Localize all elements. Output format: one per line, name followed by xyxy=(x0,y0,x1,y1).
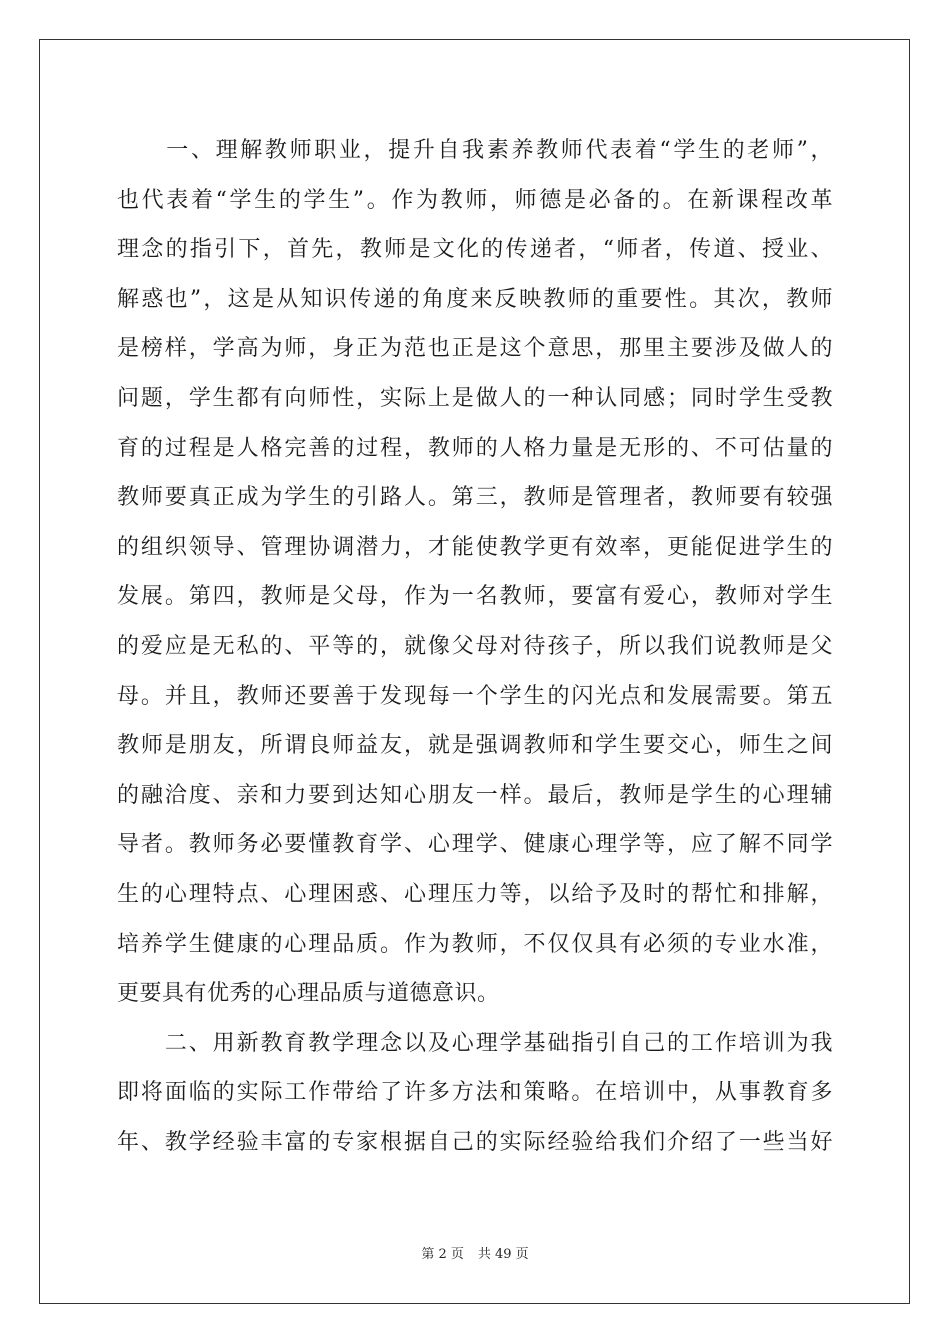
text-line: 发展。第四，教师是父母，作为一名教师，要富有爱心，教师对学生 xyxy=(117,584,833,610)
page-footer xyxy=(0,1246,950,1264)
text-line: 一、理解教师职业，提升自我素养教师代表着“学生的老师”， xyxy=(117,138,833,163)
text-line: 理念的指引下，首先，教师是文化的传递者，“师者，传道、授业、 xyxy=(117,237,833,263)
text-line: 问题，学生都有向师性，实际上是做人的一种认同感；同时学生受教 xyxy=(117,385,833,411)
page-total: 共 49 页 xyxy=(477,1247,529,1262)
text-line: 是榜样，学高为师，身正为范也正是这个意思，那里主要涉及做人的 xyxy=(117,336,833,362)
text-line: 也代表着“学生的学生”。作为教师，师德是必备的。在新课程改革 xyxy=(117,187,833,213)
text-line: 解惑也”，这是从知识传递的角度来反映教师的重要性。其次，教师 xyxy=(117,286,833,312)
text-line: 的融洽度、亲和力要到达知心朋友一样。最后，教师是学生的心理辅 xyxy=(117,782,833,808)
text-line: 生的心理特点、心理困惑、心理压力等，以给予及时的帮忙和排解， xyxy=(117,881,833,907)
text-line: 教师要真正成为学生的引路人。第三，教师是管理者，教师要有较强 xyxy=(117,485,833,511)
text-line: 教师是朋友，所谓良师益友，就是强调教师和学生要交心，师生之间 xyxy=(117,733,833,759)
text-line: 年、教学经验丰富的专家根据自己的实际经验给我们介绍了一些当好 xyxy=(117,1129,833,1155)
text-line: 导者。教师务必要懂教育学、心理学、健康心理学等，应了解不同学 xyxy=(117,832,833,858)
text-line: 母。并且，教师还要善于发现每一个学生的闪光点和发展需要。第五 xyxy=(117,683,833,709)
text-line: 育的过程是人格完善的过程，教师的人格力量是无形的、不可估量的 xyxy=(117,435,833,461)
text-line: 二、用新教育教学理念以及心理学基础指引自己的工作培训为我 xyxy=(117,1030,833,1056)
text-line: 即将面临的实际工作带给了许多方法和策略。在培训中，从事教育多 xyxy=(117,1080,833,1106)
page-number: 第 2 页 xyxy=(421,1247,464,1262)
document-body xyxy=(117,126,833,1167)
text-line: 的爱应是无私的、平等的，就像父母对待孩子，所以我们说教师是父 xyxy=(117,633,833,659)
text-line: 的组织领导、管理协调潜力，才能使教学更有效率，更能促进学生的 xyxy=(117,534,833,560)
text-line: 培养学生健康的心理品质。作为教师，不仅仅具有必须的专业水准， xyxy=(117,931,833,957)
text-line: 更要具有优秀的心理品质与道德意识。 xyxy=(117,981,500,1007)
